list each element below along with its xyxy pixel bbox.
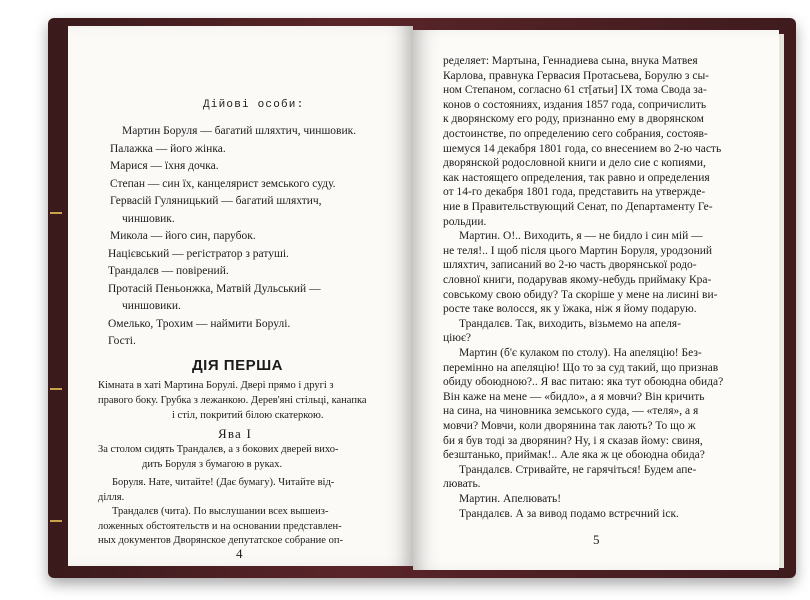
right-text-line: от 14-го декабря 1801 года, представить на утвержде-: [443, 186, 706, 199]
cast-line: чиншовик.: [122, 212, 175, 225]
cover-gold-band: [50, 520, 62, 522]
right-text-line: мовчи? Мовчи, коли дворянина так лають? То що ж: [443, 420, 696, 432]
setting-line: і стіл, покритий білою скатеркою.: [172, 410, 324, 421]
right-text-line: на сина, на чиновника земського суда, — «теля», а я: [443, 405, 699, 418]
page-number-right: 5: [593, 532, 600, 547]
right-text-line: ределяет: Мартына, Геннадиева сына, внука Матвея: [443, 55, 698, 67]
right-text-line: Мартин (б'є кулаком по столу). На апеляцію! Без-: [459, 347, 702, 359]
cast-line: Націєвський — регістратор з ратуші.: [108, 247, 289, 260]
right-text-line: словної книги, подарував якому-небудь приймаку Кра-: [443, 274, 712, 286]
right-text-line: би я був тоді за дворянин? Ну, і я сказав йому: свиня,: [443, 434, 703, 447]
right-text-line: дворянской родословной книги и дело сие с копиями,: [443, 157, 706, 170]
cover-gold-band: [50, 388, 62, 390]
right-text-line: обиду обоюдною?.. Я вас питаю: яка тут обоюдна обида?: [443, 376, 724, 389]
cast-title: Дійові особи:: [203, 99, 305, 111]
cast-line: Мартин Боруля — багатий шляхтич, чиншовик.: [122, 125, 357, 137]
right-text-line: рольдии.: [443, 215, 487, 228]
right-text-line: лювать.: [443, 478, 481, 491]
right-text-line: Карлова, правнука Гервасия Протасьева, Борулю з сы-: [443, 69, 709, 82]
act-title: ДІЯ ПЕРША: [192, 357, 283, 374]
cast-line: Омелько, Трохим — наймити Борулі.: [108, 317, 291, 330]
dialogue-line: Трандалєв (чита). По выслушании всех вышеиз-: [112, 506, 329, 517]
cast-line: Протасій Пеньонжка, Матвій Дульський —: [108, 282, 321, 295]
right-text-line: безштанько, приймак!.. Але яка ж це обоюдна обида?: [443, 449, 705, 462]
right-text-line: Трандалєв. Стривайте, не гарячіться! Будем апе-: [459, 463, 697, 476]
right-text-line: конов о состояниях, издания 1857 года, сопричислить: [443, 98, 707, 111]
right-text-line: ном Степаном, согласно 61 ст[атьи] IX тома Свода за-: [443, 84, 707, 97]
right-text-line: совському свою обиду? Та скоріше у мене на лисині ви-: [443, 288, 718, 301]
cast-line: Гості.: [108, 335, 136, 347]
cover-gold-band: [50, 212, 62, 214]
cast-line: Гервасій Гуляницький — багатий шляхтич,: [110, 195, 322, 207]
dialogue-line: ділля.: [98, 491, 125, 503]
right-text-line: Трандалєв. Так, виходить, візьмемо на апеля-: [459, 317, 681, 330]
right-text-line: Трандалєв. А за вивод подамо встрєчний іск.: [459, 507, 679, 520]
left-page: [68, 26, 413, 566]
right-text-line: шляхтич, записаний во 2-ю часть дворянської родо-: [443, 259, 697, 272]
right-text-line: ціює?: [443, 332, 471, 345]
dialogue-line: ных документов Дворянское депутатское собрание оп-: [98, 535, 343, 546]
right-text-line: как настоящего определения, так равно и определения: [443, 171, 710, 184]
dialogue-line: ложенных обстоятельств и на основании представлен-: [98, 520, 342, 532]
scene-title: Ява І: [218, 426, 252, 441]
dialogue-line: Боруля. Нате, читайте! (Дає бумагу). Читайте від-: [112, 477, 335, 488]
right-text-line: Він каже на мене — «бидло», а я мовчи? Він кричить: [443, 390, 705, 403]
right-text-line: ние в Правительствующий Сенат, по Департаменту Ге-: [443, 201, 713, 213]
right-text-line: росте таке волосся, як у їжака, ніж я йому подарую.: [443, 303, 697, 316]
scene-intro-line: дить Боруля з бумагою в руках.: [142, 459, 283, 470]
cast-line: Трандалєв — повірений.: [108, 265, 229, 277]
right-text-line: не теля!.. І щоб після цього Мартин Боруля, уродзоний: [443, 244, 713, 257]
right-text-line: шемуся 14 декабря 1801 года, со внесением во 2-ю часть: [443, 142, 722, 155]
cast-line: Палажка — його жінка.: [110, 142, 226, 155]
right-text-line: достоинстве, по определению сего собрания, состояв-: [443, 128, 708, 140]
cast-line: Микола — його син, парубок.: [110, 230, 256, 242]
right-text-line: Мартин. Апелювать!: [459, 493, 562, 505]
setting-line: правого боку. Грубка з лежанкою. Дерев'яні стільці, канапка: [98, 395, 367, 406]
page-number-left: 4: [236, 546, 243, 561]
cast-line: Степан — син їх, канцелярист земського суду.: [110, 177, 336, 190]
right-text-line: перемінно на апеляцію! Що то за суд такий, що признав: [443, 361, 719, 374]
cast-line: чиншовики.: [122, 300, 181, 312]
right-text-line: Мартин. О!.. Виходить, я — не бидло і син мій —: [459, 230, 703, 243]
scene-intro-line: За столом сидять Трандалєв, а з бокових дверей вихо-: [98, 444, 339, 455]
setting-line: Кімната в хаті Мартина Борулі. Двері прямо і другі з: [98, 380, 334, 391]
cast-line: Марися — їхня дочка.: [110, 160, 219, 172]
right-page: [413, 30, 779, 570]
right-text-line: к дворянскому его роду, признанно ему в дворянском: [443, 113, 704, 126]
